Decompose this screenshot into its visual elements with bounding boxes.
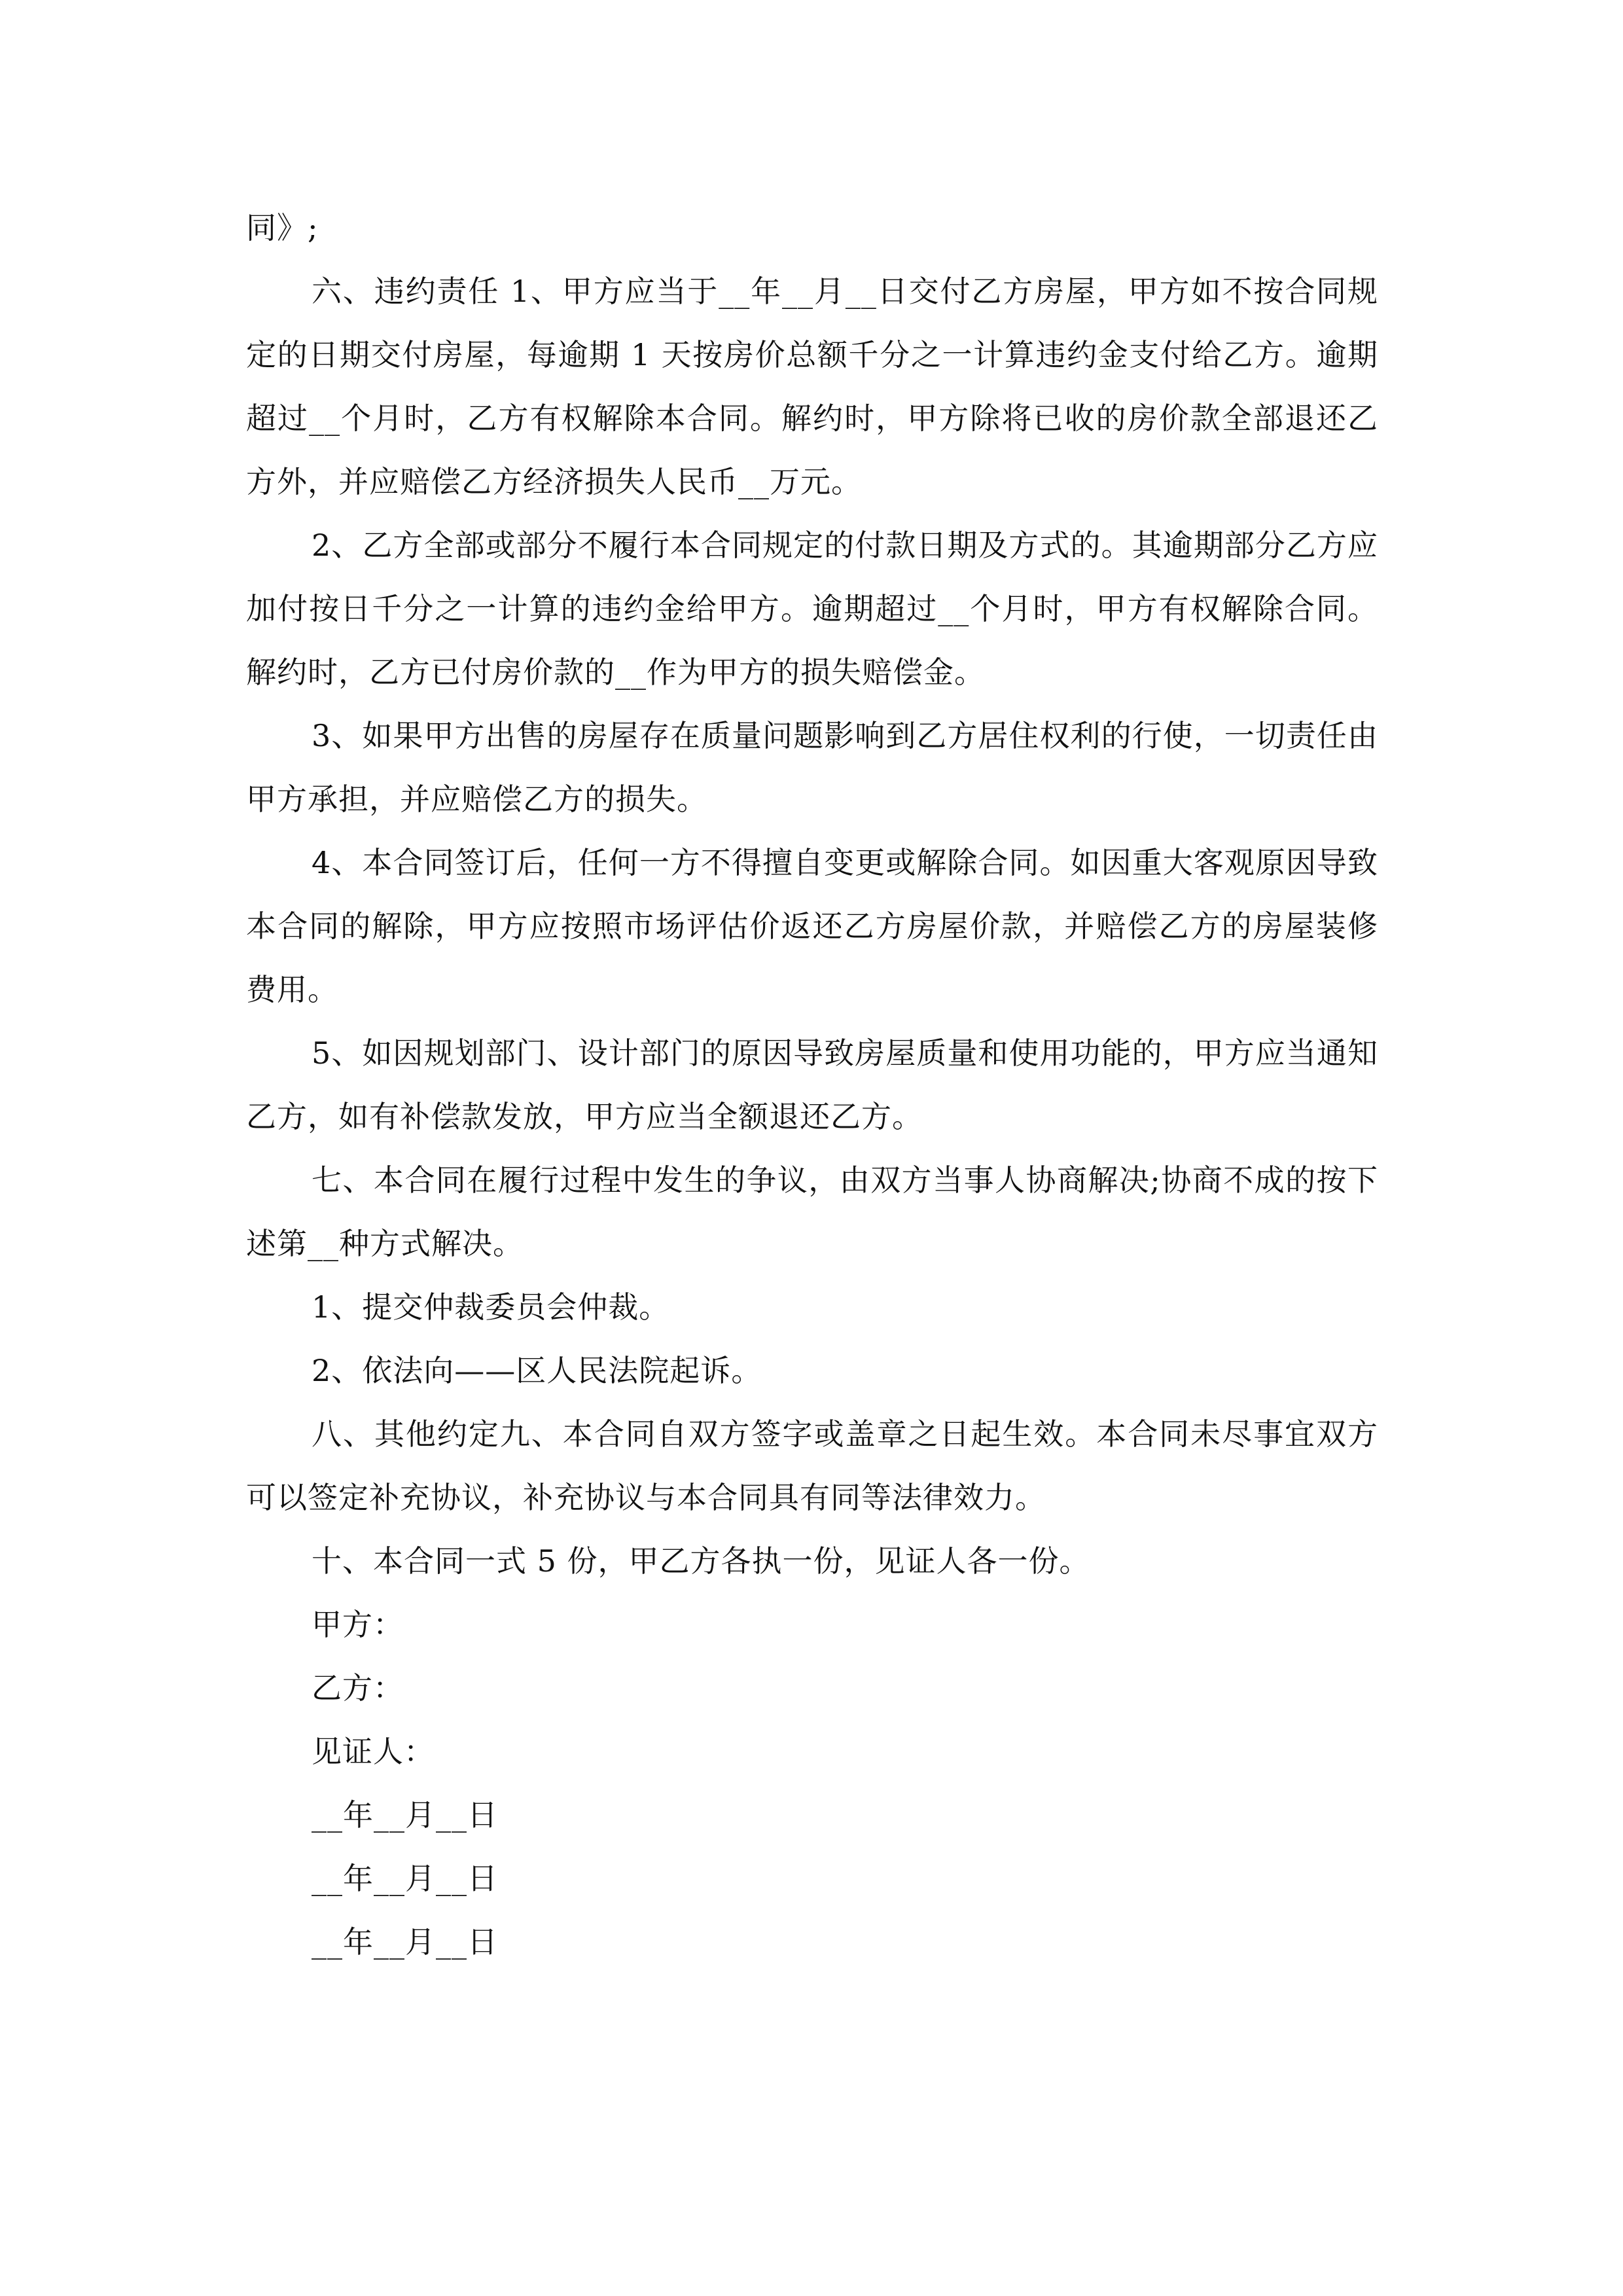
paragraph-effectiveness: 八、其他约定九、本合同自双方签字或盖章之日起生效。本合同未尽事宜双方可以签定补充协议，补充协议与本合同具有同等法律效力。 xyxy=(246,1416,1378,1515)
paragraph-copies: 十、本合同一式 5 份，甲乙方各执一份，见证人各一份。 xyxy=(312,1543,1090,1579)
paragraph-litigation: 2、依法向——区人民法院起诉。 xyxy=(312,1353,762,1388)
contract-body xyxy=(246,196,1378,1974)
paragraph-clause-3: 3、如果甲方出售的房屋存在质量问题影响到乙方居住权利的行使，一切责任由甲方承担，并应赔偿乙方的损失。 xyxy=(246,718,1378,817)
witness-label: 见证人： xyxy=(312,1734,435,1769)
party-b-label: 乙方： xyxy=(312,1670,404,1706)
party-a-label: 甲方： xyxy=(312,1607,404,1642)
paragraph-clause-4: 4、本合同签订后，任何一方不得擅自变更或解除合同。如因重大客观原因导致本合同的解除，甲方应按照市场评估价返还乙方房屋价款，并赔偿乙方的房屋装修费用。 xyxy=(246,845,1378,1007)
signature-block xyxy=(246,1593,1378,1974)
paragraph-arbitration: 1、提交仲裁委员会仲裁。 xyxy=(312,1289,670,1325)
paragraph-continuation: 同》; xyxy=(246,210,319,245)
paragraph-dispute: 七、本合同在履行过程中发生的争议，由双方当事人协商解决;协商不成的按下述第__种方式解决。 xyxy=(246,1162,1378,1261)
date-line-1: __年__月__日 xyxy=(312,1797,498,1833)
paragraph-clause-5: 5、如因规划部门、设计部门的原因导致房屋质量和使用功能的，甲方应当通知乙方，如有补偿款发放，甲方应当全额退还乙方。 xyxy=(246,1035,1378,1134)
date-line-3: __年__月__日 xyxy=(312,1924,498,1960)
paragraph-clause-2: 2、乙方全部或部分不履行本合同规定的付款日期及方式的。其逾期部分乙方应加付按日千分之一计算的违约金给甲方。逾期超过__个月时，甲方有权解除合同。解约时，乙方已付房价款的__作为甲方的损失赔偿金。 xyxy=(246,528,1378,690)
date-line-2: __年__月__日 xyxy=(312,1861,498,1896)
paragraph-breach-liability: 六、违约责任 1、甲方应当于__年__月__日交付乙方房屋，甲方如不按合同规定的日期交付房屋，每逾期 1 天按房价总额千分之一计算违约金支付给乙方。逾期超过__个月时，乙方有权解除本合同。解约时，甲方除将已收的房价款全部退还乙方外，并应赔偿乙方经济损失人民币__万元。 xyxy=(246,274,1378,499)
